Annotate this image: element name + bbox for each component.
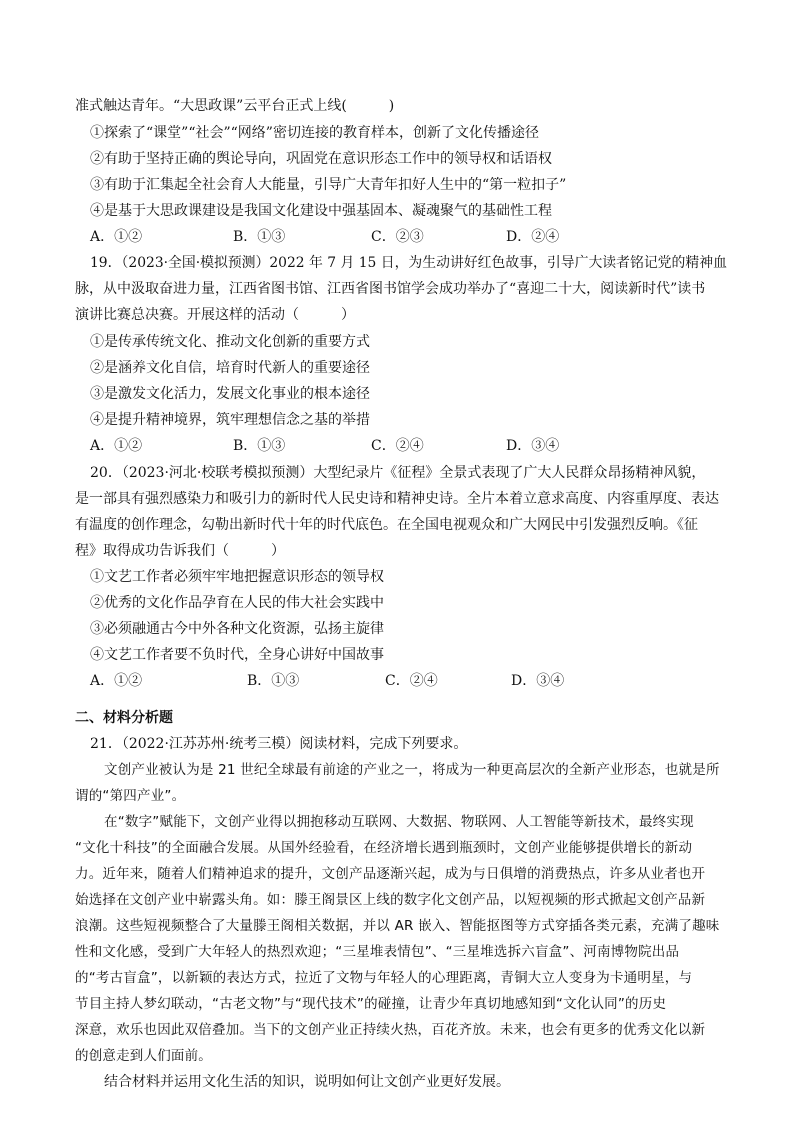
q19-option-b[interactable]: B．①③ xyxy=(233,438,286,454)
q19-stem-line-2: 脉，从中汲取奋进力量，江西省图书馆、江西省图书馆学会成功举办了“喜迎二十大，阅读新时代”读书 xyxy=(75,281,706,297)
q21-stem: 21．（2022·江苏苏州·统考三模）阅读材料，完成下列要求。 xyxy=(90,736,468,752)
q18-option-d[interactable]: D．②④ xyxy=(506,229,560,245)
q18-statement-2: ②有助于坚持正确的舆论导向，巩固党在意识形态工作中的领导权和话语权 xyxy=(90,151,552,167)
q18-statement-4: ④是基于大思政课建设是我国文化建设中强基固本、凝魂聚气的基础性工程 xyxy=(90,203,552,219)
q19-statement-1: ①是传承传统文化、推动文化创新的重要方式 xyxy=(90,334,370,350)
q20-stem-line-1: 20．（2023·河北·校联考模拟预测）大型纪录片《征程》全景式表现了广大人民群众昂扬精神风貌， xyxy=(90,465,706,481)
q20-stem-line-2: 是一部具有强烈感染力和吸引力的新时代人民史诗和精神史诗。全片本着立意求高度、内容重厚度、表达 xyxy=(75,491,719,507)
q21-material-line-6: 始选择在文创产业中崭露头角。如：滕王阁景区上线的数字化文创产品，以短视频的形式掀起文创产品新 xyxy=(75,892,706,908)
q20-option-c[interactable]: C．②④ xyxy=(385,673,438,689)
q20-statement-2: ②优秀的文化作品孕育在人民的伟大社会实践中 xyxy=(90,595,384,611)
q19-statement-3: ③是激发文化活力，发展文化事业的根本途径 xyxy=(90,386,370,402)
q19-stem-line-3: 演讲比赛总决赛。开展这样的活动（ ） xyxy=(75,307,355,323)
q21-material-line-9: 的“考古盲盒”，以新颖的表达方式，拉近了文物与年轻人的心理距离，青铜大立人变身为卡通明星，与 xyxy=(75,970,693,986)
q20-stem-line-4: 程》取得成功告诉我们（ ） xyxy=(75,543,285,559)
q19-options xyxy=(0,437,800,455)
q21-material-line-4: “文化十科技”的全面融合发展。从国外经验看，在经济增长遇到瓶颈时，文创产业能够提供增长的新动 xyxy=(75,840,693,856)
q20-options xyxy=(0,672,800,690)
section-heading: 二、材料分析题 xyxy=(75,710,173,726)
q21-material-line-5: 力。近年来，随着人们精神追求的提升，文创产品逐渐兴起，成为与日俱增的消费热点，许多从业者也开 xyxy=(75,866,706,882)
q20-statement-4: ④文艺工作者要不负时代，全身心讲好中国故事 xyxy=(90,647,384,663)
q21-material-line-8: 性和文化感，受到广大年轻人的热烈欢迎；“三星堆表情包”、“三星堆选拆六盲盒”、河南博物院出品 xyxy=(75,944,680,960)
q21-material-line-12: 的创意走到人们面前。 xyxy=(75,1048,212,1064)
q19-option-d[interactable]: D．③④ xyxy=(506,438,560,454)
q21-material-line-2: 谓的“第四产业”。 xyxy=(75,788,186,804)
q19-statement-2: ②是涵养文化自信，培育时代新人的重要途径 xyxy=(90,360,370,376)
q21-material-line-3: 在“数字”赋能下，文创产业得以拥抱移动互联网、大数据、物联网、人工智能等新技术，最终实现 xyxy=(104,814,694,830)
q20-option-d[interactable]: D．③④ xyxy=(511,673,565,689)
q20-option-b[interactable]: B．①③ xyxy=(247,673,300,689)
q21-task: 结合材料并运用文化生活的知识，说明如何让文创产业更好发展。 xyxy=(104,1074,510,1090)
q19-option-a[interactable]: A．①② xyxy=(90,438,143,454)
q18-options xyxy=(0,228,800,246)
q18-stem-tail: 准式触达青年。“大思政课”云平台正式上线( ) xyxy=(75,98,395,114)
q18-option-a[interactable]: A．①② xyxy=(90,229,143,245)
q19-option-c[interactable]: C．②④ xyxy=(371,438,424,454)
q19-statement-4: ④是提升精神境界，筑牢理想信念之基的举措 xyxy=(90,412,370,428)
q19-stem-line-1: 19．（2023·全国·模拟预测）2022 年 7 月 15 日，为生动讲好红色故事，引导广大读者铭记党的精神血 xyxy=(90,255,727,271)
q18-statement-3: ③有助于汇集起全社会育人大能量，引导广大青年扣好人生中的“第一粒扣子” xyxy=(90,177,567,193)
q18-statement-1: ①探索了“课堂”“社会”“网络”密切连接的教育样本，创新了文化传播途径 xyxy=(90,125,539,141)
q21-material-line-1: 文创产业被认为是 21 世纪全球最有前途的产业之一，将成为一种更高层次的全新产业形态，也就是所 xyxy=(104,762,720,778)
q21-material-line-11: 深意，欢乐也因此双倍叠加。当下的文创产业正持续火热，百花齐放。未来，也会有更多的优秀文化以新 xyxy=(75,1022,706,1038)
q20-statement-3: ③必须融通古今中外各种文化资源，弘扬主旋律 xyxy=(90,621,384,637)
q18-option-c[interactable]: C．②③ xyxy=(371,229,424,245)
q21-material-line-7: 浪潮。这些短视频整合了大量滕王阁相关数据，并以 AR 嵌入、智能抠图等方式穿插各类元素，充满了趣味 xyxy=(75,918,720,934)
q18-option-b[interactable]: B．①③ xyxy=(233,229,286,245)
q20-statement-1: ①文艺工作者必须牢牢地把握意识形态的领导权 xyxy=(90,569,384,585)
q21-material-line-10: 节目主持人梦幻联动，“古老文物”与“现代技术”的碰撞，让青少年真切地感知到“文化认同”的历史 xyxy=(75,996,667,1012)
q20-option-a[interactable]: A．①② xyxy=(90,673,143,689)
q20-stem-line-3: 有温度的创作理念，勾勒出新时代十年的时代底色。在全国电视观众和广大网民中引发强烈反响。《征 xyxy=(75,517,698,533)
